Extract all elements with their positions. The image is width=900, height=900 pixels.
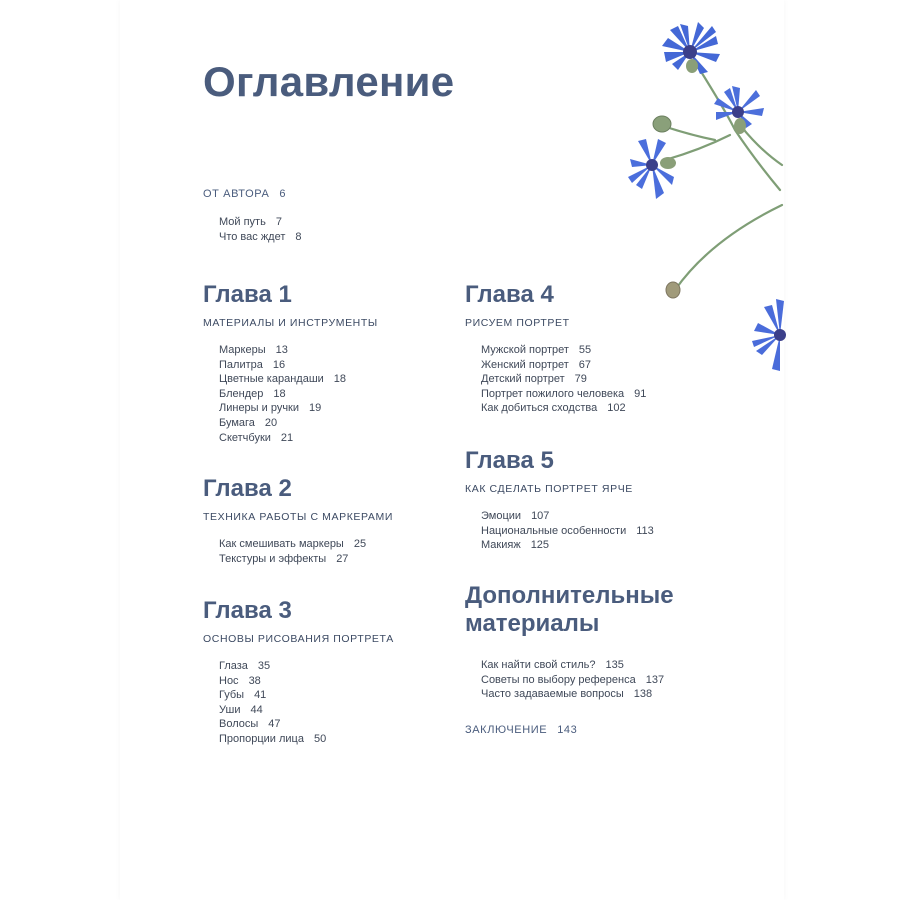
toc-entry[interactable]: Как найти свой стиль? 135	[481, 659, 624, 671]
toc-entry[interactable]: Нос 38	[219, 674, 261, 687]
extras-heading[interactable]: Дополнительные материалы	[465, 582, 674, 637]
toc-entry[interactable]: Мужской портрет 55	[481, 344, 592, 356]
toc-entry[interactable]: Уши 44	[219, 703, 263, 716]
chapter-1	[203, 281, 378, 445]
toc-entry[interactable]: Скетчбуки 21	[219, 431, 294, 444]
conclusion-heading[interactable]: ЗАКЛЮЧЕНИЕ 143	[465, 724, 578, 736]
toc-entry[interactable]: Макияж 125	[481, 539, 550, 552]
chapter-heading[interactable]: Глава 1	[203, 281, 292, 308]
intro-heading[interactable]: ОТ АВТОРА 6	[203, 188, 287, 200]
toc-entry[interactable]: Губы 41	[219, 689, 267, 702]
intro-section	[203, 188, 302, 244]
toc-entry[interactable]: Палитра 16	[219, 358, 286, 371]
toc-entry[interactable]: Цветные карандаши 18	[219, 373, 347, 386]
toc-entry[interactable]: Эмоции 107	[481, 510, 550, 522]
chapter-subtitle: ОСНОВЫ РИСОВАНИЯ ПОРТРЕТА	[203, 633, 394, 645]
chapter-list	[203, 537, 393, 566]
chapter-heading[interactable]: Глава 4	[465, 281, 554, 308]
chapter-list	[465, 343, 646, 416]
chapter-list	[465, 509, 654, 553]
toc-entry[interactable]: Пропорции лица 50	[219, 732, 327, 745]
toc-entry[interactable]: Детский портрет 79	[481, 373, 587, 386]
page-title: Оглавление	[203, 58, 455, 105]
toc-entry[interactable]: Глаза 35	[219, 660, 271, 672]
chapter-subtitle: КАК СДЕЛАТЬ ПОРТРЕТ ЯРЧЕ	[465, 483, 633, 495]
chapter-subtitle: МАТЕРИАЛЫ И ИНСТРУМЕНТЫ	[203, 317, 378, 329]
toc-entry[interactable]: Волосы 47	[219, 718, 281, 731]
chapter-heading[interactable]: Глава 2	[203, 475, 292, 502]
toc-entry[interactable]: Бумага 20	[219, 416, 278, 429]
toc-entry[interactable]: Маркеры 13	[219, 344, 288, 356]
toc-entry[interactable]: Часто задаваемые вопросы 138	[481, 688, 653, 701]
toc-entry[interactable]: Линеры и ручки 19	[219, 402, 322, 415]
chapter-4	[465, 281, 646, 416]
chapter-subtitle: ТЕХНИКА РАБОТЫ С МАРКЕРАМИ	[203, 511, 394, 523]
chapter-heading[interactable]: Глава 5	[465, 447, 554, 474]
toc-entry[interactable]: Мой путь 7	[219, 216, 282, 228]
toc-entry[interactable]: Как добиться сходства 102	[481, 402, 626, 415]
chapter-list	[203, 343, 378, 445]
chapter-heading[interactable]: Глава 3	[203, 597, 292, 624]
toc-entry[interactable]: Советы по выбору референса 137	[481, 673, 665, 686]
chapter-3	[203, 597, 394, 747]
toc-entry[interactable]: Блендер 18	[219, 387, 286, 400]
intro-list	[203, 215, 302, 244]
toc-entry[interactable]: Текстуры и эффекты 27	[219, 552, 349, 565]
toc-entry[interactable]: Национальные особенности 113	[481, 524, 654, 537]
chapter-2	[203, 475, 393, 566]
conclusion-section	[465, 724, 577, 736]
chapter-subtitle: РИСУЕМ ПОРТРЕТ	[465, 317, 570, 329]
extras-section	[465, 582, 674, 702]
toc-entry[interactable]: Как смешивать маркеры 25	[219, 538, 367, 550]
chapter-5	[465, 447, 654, 553]
toc-entry[interactable]: Женский портрет 67	[481, 358, 592, 371]
toc-entry[interactable]: Что вас ждет 8	[219, 230, 302, 243]
extras-list	[465, 658, 674, 702]
toc-entry[interactable]: Портрет пожилого человека 91	[481, 387, 647, 400]
chapter-list	[203, 659, 394, 747]
